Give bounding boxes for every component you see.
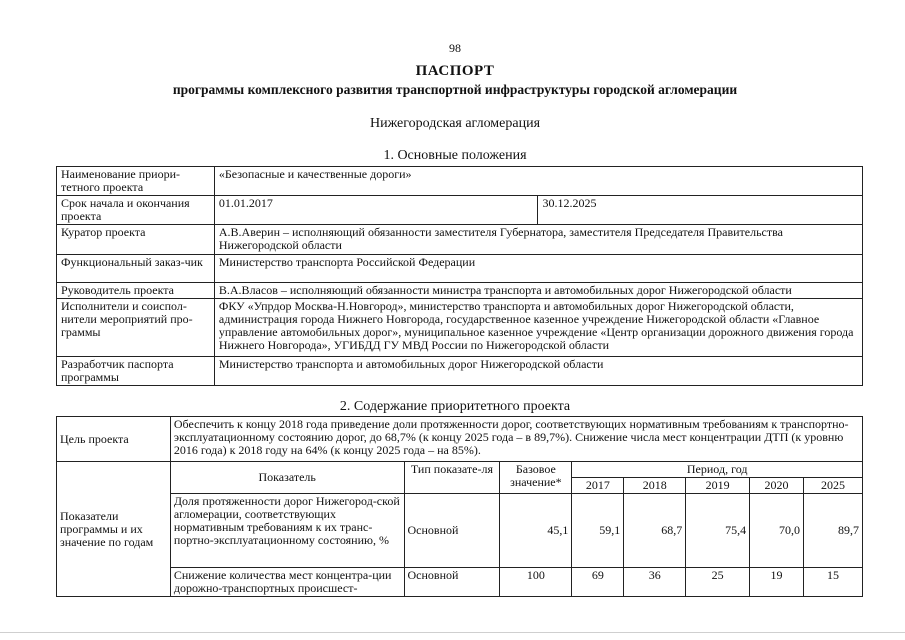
table-row [57, 462, 863, 478]
row-label: Разработчик паспорта программы [57, 357, 215, 386]
indicator-value: 70,0 [750, 494, 804, 568]
table-row [57, 568, 863, 597]
indicator-value: 68,7 [624, 494, 686, 568]
indicator-value: 19 [750, 568, 804, 597]
row-value: В.А.Власов – исполняющий обязанности министра транспорта и автомобильных дорог Нижегородской области [214, 283, 862, 299]
section1-title: 1. Основные положения [383, 148, 527, 163]
row-label: Куратор проекта [57, 225, 215, 255]
section2-title: 2. Содержание приоритетного проекта [339, 399, 571, 414]
indicator-value: 59,1 [572, 494, 624, 568]
row-value: ФКУ «Упрдор Москва-Н.Новгород», министерство транспорта и автомобильных дорог Нижегородской области, администрация города Нижнего Новгорода, государственное казенное учреждение Нижегородской области «Главное управление автомобильных дорог», муниципальное казенное учреждение «Центр организации дорожного движения города Нижнего Новгорода», УГИБДД ГУ МВД России по Нижегородской области [214, 299, 862, 357]
goal-text: Обеспечить к концу 2018 года приведение доли протяженности дорог, соответствующих нормативным требованиям к транспортно-эксплуатационному состоянию дорог, до 68,7% (к концу 2025 года – в 89,7%). Снижение числа мест концентрации ДТП (к уровню 2016 года) к 2018 году на 64% (к концу 2025 года – на 85%). [170, 417, 862, 462]
row-value: Министерство транспорта и автомобильных дорог Нижегородской области [214, 357, 862, 386]
year-header: 2019 [686, 478, 750, 494]
indicator-name: Снижение количества мест концентра-ции дорожно-транспортных происшест- [170, 568, 404, 597]
row-label: Наименование приори-тетного проекта [57, 167, 215, 196]
table-row [57, 196, 863, 225]
col-header-indicator: Показатель [170, 462, 404, 494]
indicator-value: 25 [686, 568, 750, 597]
year-header: 2018 [624, 478, 686, 494]
year-header: 2020 [750, 478, 804, 494]
page-number: 98 [449, 41, 461, 55]
row-value: «Безопасные и качественные дороги» [214, 167, 862, 196]
document-subtitle: программы комплексного развития транспортной инфраструктуры городской агломерации [172, 82, 738, 97]
indicator-type: Основной [404, 494, 500, 568]
col-header-period: Период, год [572, 462, 863, 478]
table-row [57, 255, 863, 283]
end-date: 30.12.2025 [538, 196, 863, 225]
table-row [57, 167, 863, 196]
indicator-base: 100 [500, 568, 572, 597]
indicator-value: 36 [624, 568, 686, 597]
basic-info-table [56, 166, 863, 386]
year-header: 2017 [572, 478, 624, 494]
row-label: Исполнители и соиспол-нители мероприятий про-граммы [57, 299, 215, 357]
col-header-base: Базовое значение* [500, 462, 572, 494]
document-title: ПАСПОРТ [415, 63, 495, 79]
table-row [57, 299, 863, 357]
table-row [57, 283, 863, 299]
indicator-value: 75,4 [686, 494, 750, 568]
indicator-base: 45,1 [500, 494, 572, 568]
row-label: Руководитель проекта [57, 283, 215, 299]
goal-label: Цель проекта [57, 417, 171, 462]
table-row [57, 494, 863, 568]
agglomeration-name: Нижегородская агломерация [369, 116, 541, 131]
indicator-value: 89,7 [804, 494, 863, 568]
row-value: Министерство транспорта Российской Федерации [214, 255, 862, 283]
indicator-name: Доля протяженности дорог Нижегород-ской агломерации, соответствующих нормативным требованиям к их транс-портно-эксплуатационному состоянию, % [170, 494, 404, 568]
row-label: Срок начала и окончания проекта [57, 196, 215, 225]
indicator-value: 69 [572, 568, 624, 597]
table-row [57, 417, 863, 462]
table-row [57, 357, 863, 386]
indicator-type: Основной [404, 568, 500, 597]
table-row [57, 225, 863, 255]
project-content-table [56, 416, 863, 597]
start-date: 01.01.2017 [214, 196, 538, 225]
row-label: Функциональный заказ-чик [57, 255, 215, 283]
indicators-label: Показатели программы и их значение по годам [57, 462, 171, 597]
page-edge-divider [0, 632, 905, 633]
year-header: 2025 [804, 478, 863, 494]
row-value: А.В.Аверин – исполняющий обязанности заместителя Губернатора, заместителя Председателя Правительства Нижегородской области [214, 225, 862, 255]
col-header-type: Тип показате-ля [404, 462, 500, 494]
indicator-value: 15 [804, 568, 863, 597]
